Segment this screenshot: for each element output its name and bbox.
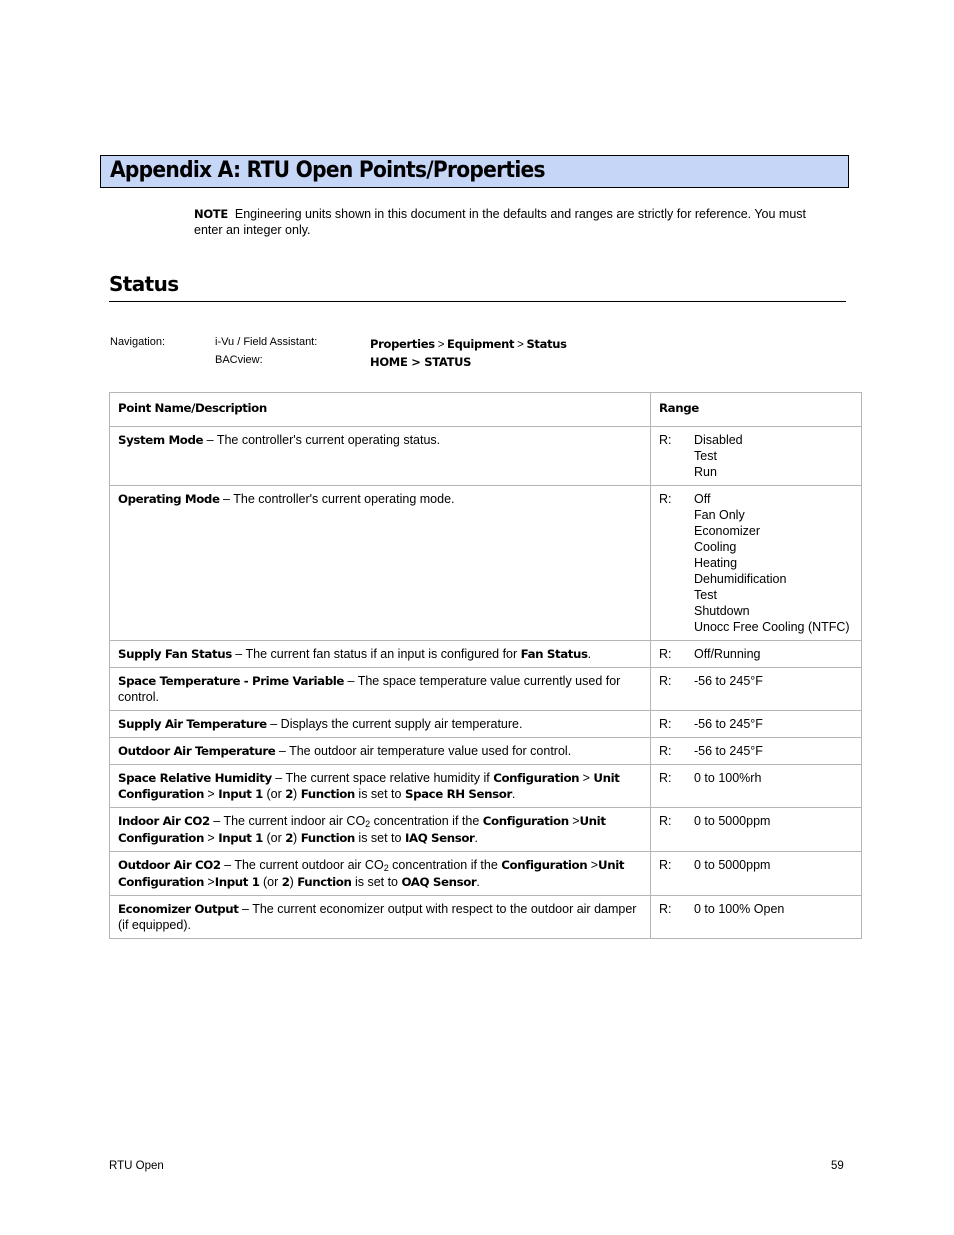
description-text: – The controller's current operating status. bbox=[203, 433, 441, 447]
bold-term: System Mode bbox=[118, 433, 204, 447]
bold-term: Space RH Sensor bbox=[404, 787, 512, 801]
description-text: . bbox=[511, 787, 516, 801]
range-prefix: R: bbox=[659, 647, 672, 661]
header-range-cell: Range bbox=[651, 393, 862, 427]
range-value: Disabled bbox=[694, 433, 743, 447]
range-value: 0 to 5000ppm bbox=[694, 814, 771, 828]
range-prefix: R: bbox=[659, 717, 672, 731]
range-prefix: R: bbox=[659, 902, 672, 916]
section-divider bbox=[109, 301, 846, 302]
nav-path-part: > bbox=[514, 339, 527, 351]
note-label: NOTE bbox=[194, 207, 228, 221]
range-cell bbox=[651, 668, 862, 711]
point-description-cell bbox=[110, 896, 651, 939]
range-value: Off/Running bbox=[694, 647, 761, 661]
bold-term: 2 bbox=[285, 831, 294, 845]
description-text: – The current indoor air CO bbox=[209, 814, 366, 828]
range-cell bbox=[651, 738, 862, 765]
nav-tool-ivu: i-Vu / Field Assistant: bbox=[215, 336, 318, 348]
bold-term: Economizer Output bbox=[118, 902, 239, 916]
description-text: – The outdoor air temperature value used for control. bbox=[275, 744, 572, 758]
range-value: -56 to 245°F bbox=[694, 674, 763, 688]
range-cell bbox=[651, 641, 862, 668]
bold-term: Input 1 bbox=[218, 831, 263, 845]
range-value: Unocc Free Cooling (NTFC) bbox=[694, 620, 850, 634]
description-text: – Displays the current supply air temperature. bbox=[266, 717, 523, 731]
point-description-cell bbox=[110, 668, 651, 711]
bold-term: 2 bbox=[285, 787, 294, 801]
description-text: ) bbox=[293, 831, 301, 845]
description-text: . bbox=[476, 875, 480, 889]
bold-term: Unit Configuration bbox=[118, 814, 606, 845]
range-value: Test bbox=[694, 449, 717, 463]
range-value: Off bbox=[694, 492, 711, 506]
range-cell bbox=[651, 808, 862, 852]
range-prefix: R: bbox=[659, 433, 672, 447]
description-text: > bbox=[203, 875, 215, 889]
subscript: 2 bbox=[365, 819, 371, 829]
bold-term: Operating Mode bbox=[118, 492, 220, 506]
bold-term: Configuration bbox=[482, 814, 569, 828]
range-value: 0 to 5000ppm bbox=[694, 858, 771, 872]
bold-term: Supply Fan Status bbox=[118, 647, 232, 661]
range-cell bbox=[651, 852, 862, 896]
bold-term: Indoor Air CO2 bbox=[118, 814, 210, 828]
bold-term: 2 bbox=[281, 875, 290, 889]
range-value: -56 to 245°F bbox=[694, 744, 763, 758]
nav-path-part: Equipment bbox=[447, 337, 515, 351]
description-text: (or bbox=[259, 875, 282, 889]
section-title: Status bbox=[109, 272, 179, 296]
nav-path-part: Properties bbox=[370, 337, 435, 351]
nav-path-ivu bbox=[370, 335, 567, 354]
bold-term: OAQ Sensor bbox=[401, 875, 477, 889]
table-row bbox=[110, 641, 862, 668]
point-description-cell bbox=[110, 738, 651, 765]
points-table bbox=[109, 392, 862, 939]
note bbox=[194, 206, 834, 238]
description-text: is set to bbox=[354, 787, 405, 801]
range-prefix: R: bbox=[659, 674, 672, 688]
description-text: > bbox=[579, 771, 594, 785]
point-description-cell bbox=[110, 711, 651, 738]
range-prefix: R: bbox=[659, 814, 672, 828]
range-value: Economizer bbox=[694, 524, 760, 538]
description-text: – The controller's current operating mode. bbox=[219, 492, 455, 506]
bold-term: Supply Air Temperature bbox=[118, 717, 267, 731]
description-text: – The current outdoor air CO bbox=[220, 858, 384, 872]
range-value: Dehumidification bbox=[694, 572, 787, 586]
description-text: – The space temperature value currently used for control. bbox=[118, 674, 621, 704]
description-text: is set to bbox=[351, 875, 402, 889]
description-text: ) bbox=[289, 875, 298, 889]
nav-path-bacview bbox=[370, 353, 471, 371]
range-value: Shutdown bbox=[694, 604, 750, 618]
bold-term: Configuration bbox=[501, 858, 588, 872]
range-value: -56 to 245°F bbox=[694, 717, 763, 731]
description-text: (or bbox=[263, 787, 286, 801]
bold-term: Function bbox=[297, 875, 352, 889]
range-prefix: R: bbox=[659, 858, 672, 872]
description-text: – The current space relative humidity if bbox=[271, 771, 494, 785]
bold-term: Outdoor Air CO2 bbox=[118, 858, 221, 872]
header-name-cell: Point Name/Description bbox=[110, 393, 651, 427]
nav-path-part: > bbox=[434, 339, 448, 351]
table-row bbox=[110, 896, 862, 939]
bold-term: Space Relative Humidity bbox=[118, 771, 272, 785]
range-cell bbox=[651, 486, 862, 641]
bold-term: Unit Configuration bbox=[118, 771, 620, 801]
bold-term: Configuration bbox=[493, 771, 580, 785]
table-row bbox=[110, 486, 862, 641]
nav-tool-bacview: BACview: bbox=[215, 354, 263, 366]
bold-term: Function bbox=[300, 831, 355, 845]
appendix-banner bbox=[100, 155, 849, 188]
bold-term: Outdoor Air Temperature bbox=[118, 744, 276, 758]
description-text: . bbox=[587, 647, 592, 661]
range-value: Cooling bbox=[694, 540, 737, 554]
table-row bbox=[110, 738, 862, 765]
nav-path-part: Status bbox=[526, 337, 567, 351]
point-description-cell bbox=[110, 427, 651, 486]
description-text: (or bbox=[263, 831, 286, 845]
bold-term: Function bbox=[300, 787, 355, 801]
table-row bbox=[110, 765, 862, 808]
range-prefix: R: bbox=[659, 492, 672, 506]
description-text: . bbox=[474, 831, 478, 845]
appendix-title: Appendix A: RTU Open Points/Properties bbox=[110, 158, 545, 183]
description-text: > bbox=[587, 858, 599, 872]
description-text: – The current economizer output with respect to the outdoor air damper (if equipped). bbox=[118, 902, 637, 932]
description-text: concentration if the bbox=[370, 814, 483, 828]
bold-term: Fan Status bbox=[520, 647, 588, 661]
table-row bbox=[110, 808, 862, 852]
point-description-cell bbox=[110, 852, 651, 896]
footer-doc-title: RTU Open bbox=[109, 1160, 164, 1172]
range-value: 0 to 100%rh bbox=[694, 771, 762, 785]
range-value: Fan Only bbox=[694, 508, 745, 522]
point-description-cell bbox=[110, 486, 651, 641]
bold-term: Input 1 bbox=[218, 787, 263, 801]
range-cell bbox=[651, 711, 862, 738]
range-cell bbox=[651, 896, 862, 939]
bold-term: Space Temperature - Prime Variable bbox=[118, 674, 345, 688]
description-text: > bbox=[203, 831, 219, 845]
range-value: Test bbox=[694, 588, 717, 602]
range-prefix: R: bbox=[659, 771, 672, 785]
bold-term: Input 1 bbox=[214, 875, 260, 889]
note-text: Engineering units shown in this document in the defaults and ranges are strictly for reference. You must enter an integer only. bbox=[194, 207, 807, 237]
range-value: Heating bbox=[694, 556, 738, 570]
range-value: 0 to 100% Open bbox=[694, 902, 785, 916]
table-header-row bbox=[110, 393, 862, 427]
range-cell bbox=[651, 765, 862, 808]
description-text: concentration if the bbox=[388, 858, 502, 872]
description-text: > bbox=[203, 787, 219, 801]
description-text: – The current fan status if an input is configured for bbox=[231, 647, 521, 661]
table-row bbox=[110, 668, 862, 711]
subscript: 2 bbox=[383, 863, 389, 873]
range-cell bbox=[651, 427, 862, 486]
point-description-cell bbox=[110, 765, 651, 808]
nav-path-part: HOME > STATUS bbox=[370, 355, 472, 369]
table-row bbox=[110, 852, 862, 896]
table-row bbox=[110, 427, 862, 486]
range-value: Run bbox=[694, 465, 717, 479]
description-text: ) bbox=[293, 787, 301, 801]
point-description-cell bbox=[110, 641, 651, 668]
point-description-cell bbox=[110, 808, 651, 852]
bold-term: Unit Configuration bbox=[118, 858, 625, 889]
footer-page-number: 59 bbox=[831, 1160, 844, 1172]
navigation-label: Navigation: bbox=[110, 336, 166, 348]
description-text: > bbox=[568, 814, 580, 828]
table-row bbox=[110, 711, 862, 738]
bold-term: IAQ Sensor bbox=[404, 831, 475, 845]
description-text: is set to bbox=[354, 831, 405, 845]
table-body bbox=[110, 427, 862, 939]
range-prefix: R: bbox=[659, 744, 672, 758]
